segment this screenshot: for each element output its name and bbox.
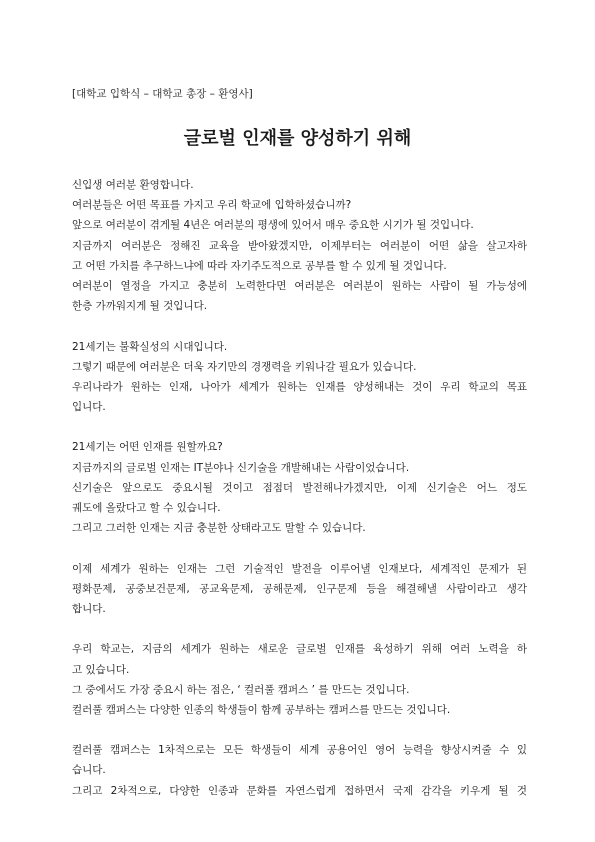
text-line: 고 어떤 가치를 추구하느냐에 따라 자기주도적으로 공부를 할 수 있게 될 것입니다. [72,259,447,272]
paragraph-gap [72,619,527,639]
text-line: 지금까지의 글로벌 인재는 IT분야나 신기술을 개발해내는 사람이었습니다. [72,461,410,474]
text-line: 고 있습니다. [72,663,130,676]
text-line: 컬러풀 캠퍼스는 1차적으로는 모든 학생들이 세계 공용어인 영어 능력을 향상시켜줄 수 있 [72,744,527,757]
paragraph-gap [72,417,527,437]
paragraph [72,437,527,538]
text-line: 여러분이 열정을 가지고 충분히 노력한다면 여러분은 여러분이 원하는 사람이 될 가능성에 [72,279,527,292]
text-line: 신입생 여러분 환영합니다. [72,179,194,191]
paragraph [72,175,527,316]
text-line: 그리고 2차적으로, 다양한 인종과 문화를 자연스럽게 접하면서 국제 감각을 키우게 될 것 [72,784,527,797]
text-line: 입니다. [72,401,106,414]
text-line: 21세기는 어떤 인재를 원할까요? [72,441,223,454]
paragraph-gap [72,538,527,558]
text-line: 습니다. [72,764,106,777]
text-line: 21세기는 불확실성의 시대입니다. [72,340,228,353]
text-line: 우리나라가 원하는 인재, 나아가 세계가 원하는 인재를 양성해내는 것이 우리 학교의 목표 [72,380,527,393]
paragraph [72,740,527,801]
text-line: 궤도에 올랐다고 할 수 있습니다. [72,502,221,514]
speech-body [72,175,527,801]
paragraph-gap [72,316,527,336]
text-line: 평화문제, 공중보건문제, 공교육문제, 공해문제, 인구문제 등을 해결해낼 사람이라고 생각 [72,582,527,595]
event-label: [대학교 입학식 – 대학교 총장 – 환영사] [72,88,253,100]
paragraph-gap [72,720,527,740]
text-line: 그렇기 때문에 여러분은 더욱 자기만의 경쟁력을 키워나갈 필요가 있습니다. [72,360,417,373]
text-line: 여러분들은 어떤 목표를 가지고 우리 학교에 입학하셨습니까? [72,199,352,212]
text-line: 그 중에서도 가장 중요시 하는 점은, ‘ 컬러풀 캠퍼스 ’ 를 만드는 것입니다. [72,683,410,696]
text-line: 이제 세계가 원하는 인재는 그런 기술적인 발전을 이루어낼 인재보다, 세계적인 문제가 된 [72,562,527,575]
text-line: 한층 가까워지게 될 것입니다. [72,300,208,313]
text-line: 그리고 그러한 인재는 지금 충분한 상태라고도 말할 수 있습니다. [72,522,366,535]
text-line: 앞으로 여러분이 겪게될 4년은 여러분의 평생에 있어서 매우 중요한 시기가 될 것입니다. [72,219,474,232]
paragraph [72,559,527,620]
text-line: 컬러풀 캠퍼스는 다양한 인종의 학생들이 함께 공부하는 캠퍼스를 만드는 것입니다. [72,703,451,716]
paragraph [72,639,527,720]
text-line: 지금까지 여러분은 정해진 교육을 받아왔겠지만, 이제부터는 여러분이 어떤 삶을 살고자하 [72,239,527,252]
text-line: 우리 학교는, 지금의 세계가 원하는 새로운 글로벌 인재를 육성하기 위해 여러 노력을 하 [72,643,527,656]
text-line: 신기술은 앞으로도 중요시될 것이고 점점더 발전해나가겠지만, 이제 신기술은 어느 정도 [72,481,527,494]
page-title: 글로벌 인재를 양성하기 위해 [183,128,412,149]
text-line: 합니다. [72,602,106,615]
paragraph [72,337,527,418]
